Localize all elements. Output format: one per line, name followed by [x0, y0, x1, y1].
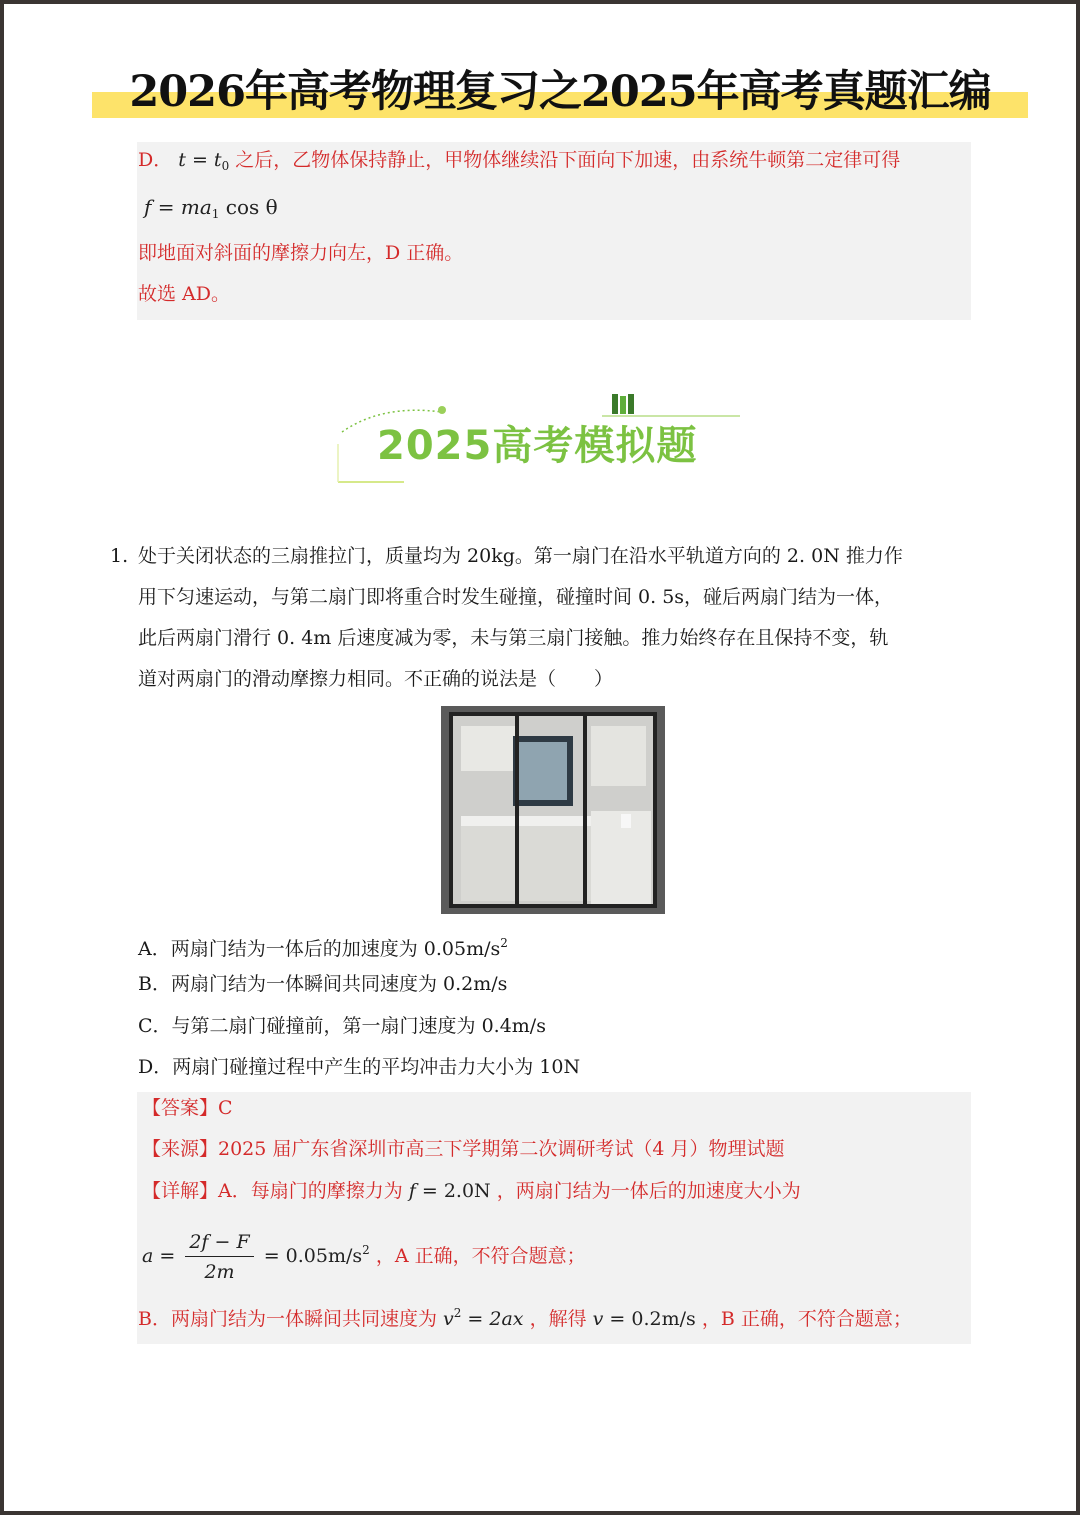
section-badge-title: 2025高考模拟题 [377, 423, 698, 469]
document-page [4, 4, 1076, 1511]
prev-solution-line3: 即地面对斜面的摩擦力向左，D 正确。 [138, 242, 464, 264]
sliding-door-photo [441, 706, 665, 914]
question-line-1: 处于关闭状态的三扇推拉门，质量均为 20kg。第一扇门在沿水平轨道方向的 2. 0N 推力作 [138, 545, 903, 567]
d-label: D． [138, 149, 173, 171]
option-b: B．两扇门结为一体瞬间共同速度为 0.2m/s [138, 973, 508, 995]
answer-line: 【答案】C [142, 1097, 233, 1119]
acceleration-fraction: $\frac{2f - F}{2m}$ [185, 1228, 253, 1287]
prev-solution-line4: 故选 AD。 [138, 283, 230, 305]
detail-line: 【详解】A．每扇门的摩擦力为 f = 2.0N ，两扇门结为一体后的加速度大小为 [142, 1180, 801, 1202]
question-line-3: 此后两扇门滑行 0. 4m 后速度减为零，未与第三扇门接触。推力始终存在且保持不变，轨 [138, 627, 889, 649]
option-a: A．两扇门结为一体后的加速度为 $0.05m/s^2$ [138, 936, 508, 960]
section-badge [332, 384, 752, 494]
d-math: $t = t_0$ [178, 149, 230, 173]
friction-equation: $f = ma_1$ cos θ [144, 195, 278, 221]
question-line-2: 用下匀速运动，与第二扇门即将重合时发生碰撞，碰撞时间 0. 5s，碰后两扇门结为一体， [138, 586, 894, 608]
source-line: 【来源】2025 届广东省深圳市高三下学期第二次调研考试（4 月）物理试题 [142, 1138, 785, 1160]
prev-solution-d-line [138, 146, 900, 180]
page-header [92, 60, 1028, 126]
question-line-4: 道对两扇门的滑动摩擦力相同。不正确的说法是（ ） [138, 668, 614, 690]
d-text: 之后，乙物体保持静止，甲物体继续沿下面向下加速，由系统牛顿第二定律可得 [235, 149, 901, 171]
question-number: 1. [110, 545, 129, 567]
option-c: C．与第二扇门碰撞前，第一扇门速度为 0.4m/s [138, 1015, 546, 1037]
page-title: 2026年高考物理复习之2025年高考真题汇编 [129, 67, 991, 117]
acceleration-equation: a = $\frac{2f - F}{2m}$ = $0.05m/s^2$ ，A 正确，不符合题意； [142, 1220, 586, 1287]
option-d: D．两扇门碰撞过程中产生的平均冲击力大小为 10N [138, 1056, 581, 1078]
detail-b-line: B．两扇门结为一体瞬间共同速度为 $v^2 = 2ax$ ，解得 v = 0.2m/s ，B 正确，不符合题意； [138, 1306, 912, 1330]
